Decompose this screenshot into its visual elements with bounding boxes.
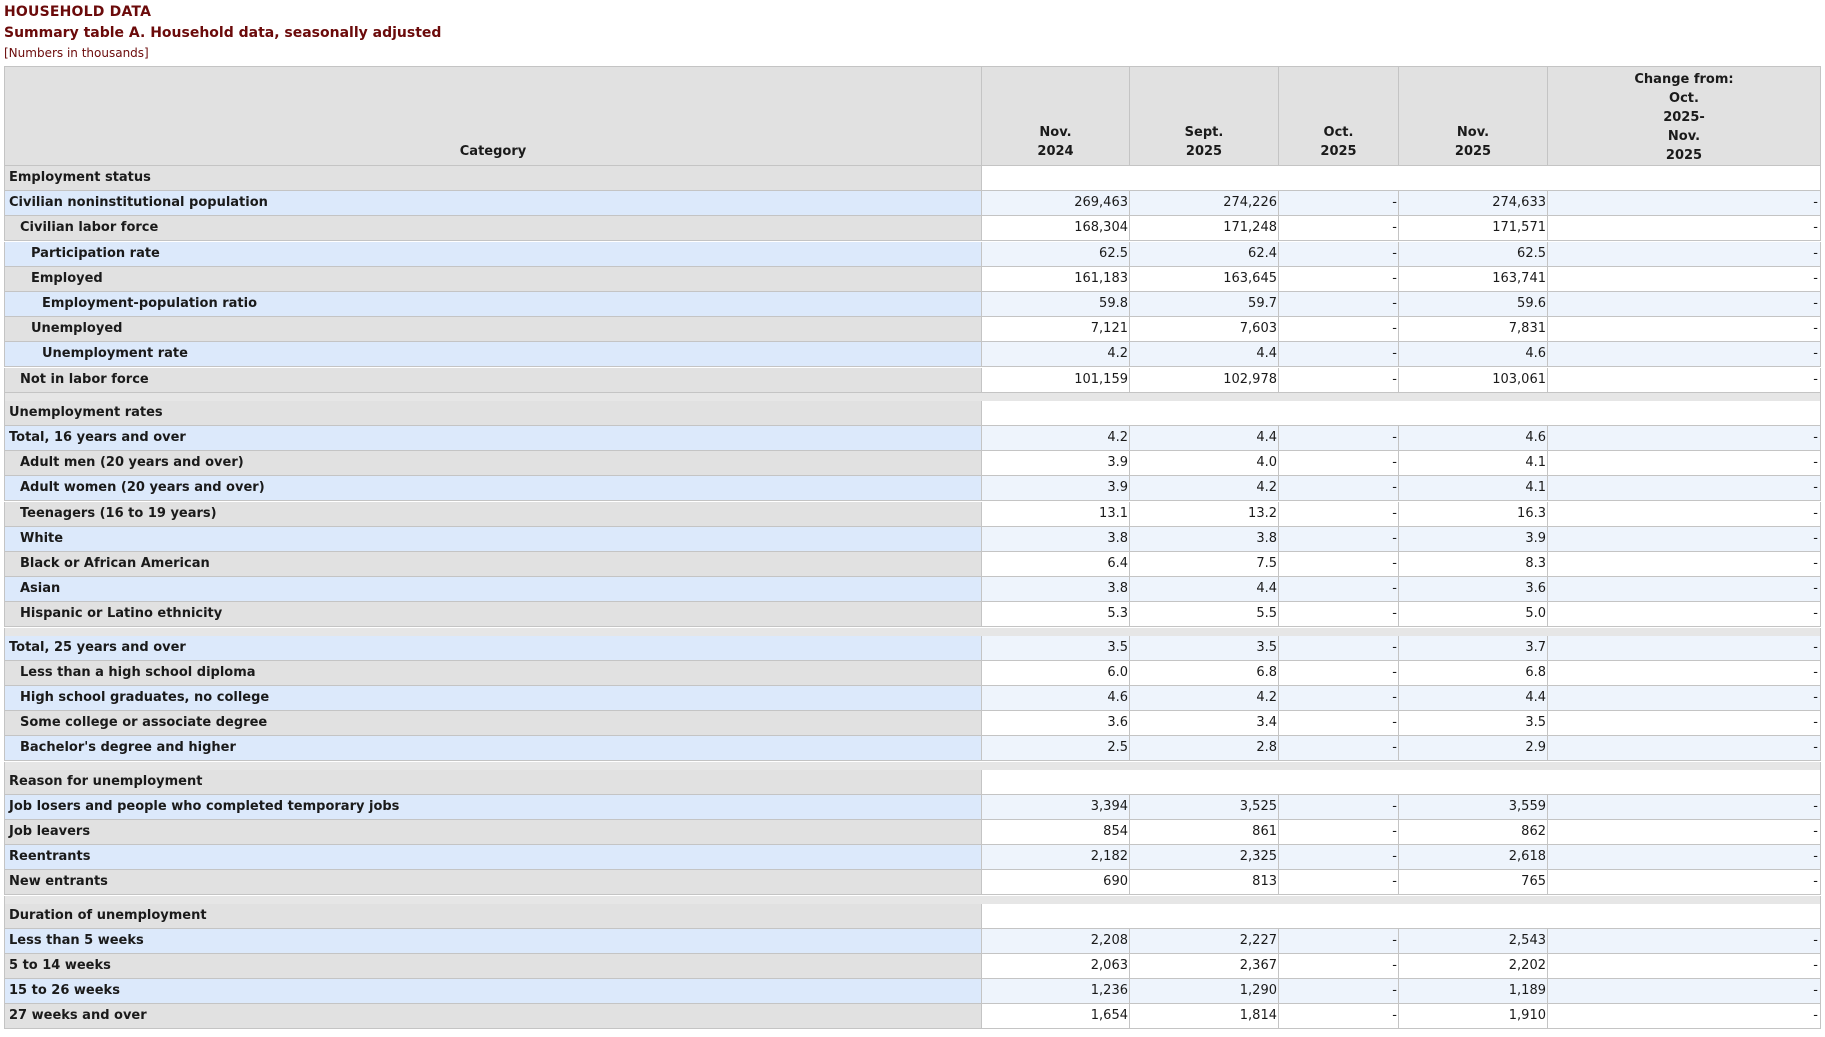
table-row (4, 929, 1821, 954)
row-label: Not in labor force (4, 368, 982, 393)
table-row (4, 820, 1821, 845)
value-cell (1398, 904, 1548, 929)
table-row (4, 368, 1821, 393)
table-row (4, 317, 1821, 342)
value-cell: 6.4 (981, 552, 1130, 577)
header-line: Nov. (1667, 129, 1701, 144)
header-line: Category (459, 144, 527, 159)
value-cell: 3.5 (1398, 711, 1548, 736)
value-cell: - (1547, 451, 1821, 476)
value-cell: - (1547, 191, 1821, 216)
value-cell: 5.0 (1398, 602, 1548, 627)
table-row (4, 1004, 1821, 1029)
value-cell: 3.4 (1129, 711, 1279, 736)
row-label: Job leavers (4, 820, 982, 845)
row-label: Civilian noninstitutional population (4, 191, 982, 216)
section-header-row (4, 401, 1821, 426)
column-header-nov-2024 (981, 66, 1130, 166)
value-cell (1398, 770, 1548, 795)
table-row (4, 954, 1821, 979)
row-label: Job losers and people who completed temporary jobs (4, 795, 982, 820)
value-cell: 854 (981, 820, 1130, 845)
value-cell: - (1278, 577, 1399, 602)
value-cell: 2,618 (1398, 845, 1548, 870)
value-cell: 2,182 (981, 845, 1130, 870)
header-line: 2025 (1185, 144, 1223, 159)
table-row (4, 870, 1821, 895)
value-cell: 690 (981, 870, 1130, 895)
value-cell: - (1278, 502, 1399, 527)
value-cell: 4.2 (1129, 476, 1279, 501)
column-header-category (4, 66, 982, 166)
value-cell (1129, 166, 1279, 191)
group-separator (4, 628, 1821, 636)
group-separator (4, 896, 1821, 904)
row-label: Asian (4, 577, 982, 602)
value-cell: - (1278, 711, 1399, 736)
header-line: 2025- (1663, 110, 1705, 125)
value-cell: 6.0 (981, 661, 1130, 686)
value-cell: 2.8 (1129, 736, 1279, 761)
table-row (4, 191, 1821, 216)
value-cell: - (1278, 426, 1399, 451)
value-cell: 4.4 (1129, 577, 1279, 602)
value-cell: 861 (1129, 820, 1279, 845)
section-label: Reason for unemployment (4, 770, 982, 795)
value-cell: - (1547, 476, 1821, 501)
value-cell: 2,063 (981, 954, 1130, 979)
table-row (4, 267, 1821, 292)
value-cell: - (1547, 216, 1821, 241)
table-row (4, 527, 1821, 552)
value-cell: 7,121 (981, 317, 1130, 342)
row-label: High school graduates, no college (4, 686, 982, 711)
table-row (4, 292, 1821, 317)
table-row (4, 795, 1821, 820)
column-header-sept-2025 (1129, 66, 1279, 166)
value-cell (1398, 166, 1548, 191)
value-cell: - (1278, 954, 1399, 979)
value-cell: - (1278, 929, 1399, 954)
value-cell: - (1547, 979, 1821, 1004)
row-label: Employment-population ratio (4, 292, 982, 317)
value-cell: 3,559 (1398, 795, 1548, 820)
value-cell: 2,208 (981, 929, 1130, 954)
value-cell: 103,061 (1398, 368, 1548, 393)
column-header-nov-2025 (1398, 66, 1548, 166)
value-cell: 3,394 (981, 795, 1130, 820)
value-cell: 7.5 (1129, 552, 1279, 577)
section-header-row (4, 166, 1821, 191)
column-header-change (1547, 66, 1821, 166)
value-cell: 7,831 (1398, 317, 1548, 342)
table-row (4, 342, 1821, 367)
value-cell: 4.2 (1129, 686, 1279, 711)
value-cell: - (1278, 267, 1399, 292)
row-label: Unemployed (4, 317, 982, 342)
row-label: 15 to 26 weeks (4, 979, 982, 1004)
value-cell: - (1278, 1004, 1399, 1029)
table-row (4, 736, 1821, 761)
value-cell: - (1547, 342, 1821, 367)
row-label: Bachelor's degree and higher (4, 736, 982, 761)
header-line: Oct. (1323, 125, 1354, 140)
header-line: Change from: (1634, 72, 1734, 87)
table-row (4, 711, 1821, 736)
row-label: Employed (4, 267, 982, 292)
value-cell (981, 770, 1130, 795)
table-row (4, 426, 1821, 451)
table-row (4, 845, 1821, 870)
value-cell (1129, 904, 1279, 929)
value-cell: 274,226 (1129, 191, 1279, 216)
value-cell: - (1278, 342, 1399, 367)
value-cell: 3.9 (981, 476, 1130, 501)
value-cell: - (1278, 795, 1399, 820)
value-cell: 1,189 (1398, 979, 1548, 1004)
value-cell: 813 (1129, 870, 1279, 895)
value-cell: - (1547, 954, 1821, 979)
value-cell: - (1278, 845, 1399, 870)
header-line: Oct. (1669, 91, 1699, 106)
row-label: 5 to 14 weeks (4, 954, 982, 979)
value-cell: - (1278, 820, 1399, 845)
value-cell (1129, 401, 1279, 426)
value-cell (981, 166, 1130, 191)
header-line: 2025 (1320, 144, 1357, 159)
value-cell: 6.8 (1129, 661, 1279, 686)
value-cell: 1,814 (1129, 1004, 1279, 1029)
table-row (4, 661, 1821, 686)
value-cell: 4.1 (1398, 451, 1548, 476)
header-line: Nov. (1039, 125, 1072, 140)
value-cell: 3.5 (1129, 636, 1279, 661)
row-label: Unemployment rate (4, 342, 982, 367)
value-cell: 3.9 (981, 451, 1130, 476)
value-cell (1278, 770, 1399, 795)
value-cell: - (1278, 292, 1399, 317)
household-data-table (4, 66, 1821, 1031)
value-cell: - (1547, 795, 1821, 820)
value-cell: - (1547, 368, 1821, 393)
value-cell: 2,543 (1398, 929, 1548, 954)
value-cell: 2,202 (1398, 954, 1548, 979)
value-cell: 1,236 (981, 979, 1130, 1004)
table-row (4, 577, 1821, 602)
table-row (4, 451, 1821, 476)
header-line: Nov. (1456, 125, 1490, 140)
value-cell: 4.4 (1129, 426, 1279, 451)
row-label: Adult men (20 years and over) (4, 451, 982, 476)
row-label: Total, 25 years and over (4, 636, 982, 661)
section-label: Employment status (4, 166, 982, 191)
value-cell: - (1278, 451, 1399, 476)
value-cell: 2,367 (1129, 954, 1279, 979)
section-label: Duration of unemployment (4, 904, 982, 929)
value-cell: 4.0 (1129, 451, 1279, 476)
value-cell (1547, 166, 1821, 191)
value-cell (1129, 770, 1279, 795)
header-line: 2024 (1037, 144, 1074, 159)
section-header-row (4, 770, 1821, 795)
value-cell: 4.6 (1398, 426, 1548, 451)
value-cell: 4.1 (1398, 476, 1548, 501)
value-cell: 2,227 (1129, 929, 1279, 954)
row-label: White (4, 527, 982, 552)
value-cell: - (1547, 929, 1821, 954)
row-label: Hispanic or Latino ethnicity (4, 602, 982, 627)
value-cell: 171,571 (1398, 216, 1548, 241)
value-cell: - (1278, 527, 1399, 552)
value-cell: 7,603 (1129, 317, 1279, 342)
value-cell: - (1547, 686, 1821, 711)
value-cell: 6.8 (1398, 661, 1548, 686)
value-cell: 2.9 (1398, 736, 1548, 761)
value-cell: 3.8 (981, 577, 1130, 602)
units-note: [Numbers in thousands] (4, 46, 149, 60)
value-cell: 2,325 (1129, 845, 1279, 870)
value-cell: 16.3 (1398, 502, 1548, 527)
value-cell: 862 (1398, 820, 1548, 845)
section-header-row (4, 904, 1821, 929)
value-cell: 3.5 (981, 636, 1130, 661)
table-header-row (4, 66, 1821, 166)
value-cell: - (1278, 552, 1399, 577)
value-cell: - (1278, 736, 1399, 761)
value-cell (1278, 904, 1399, 929)
value-cell: - (1278, 317, 1399, 342)
value-cell: 5.3 (981, 602, 1130, 627)
group-separator (4, 762, 1821, 770)
value-cell: 5.5 (1129, 602, 1279, 627)
value-cell: 62.5 (1398, 242, 1548, 267)
value-cell: - (1278, 979, 1399, 1004)
value-cell: 62.5 (981, 242, 1130, 267)
header-line: 2025 (1665, 148, 1703, 163)
value-cell: - (1547, 711, 1821, 736)
row-label: Participation rate (4, 242, 982, 267)
value-cell: 59.8 (981, 292, 1130, 317)
value-cell: - (1547, 870, 1821, 895)
value-cell (1278, 166, 1399, 191)
value-cell: - (1547, 426, 1821, 451)
value-cell: - (1547, 317, 1821, 342)
section-label: Unemployment rates (4, 401, 982, 426)
value-cell: 8.3 (1398, 552, 1548, 577)
value-cell: 3,525 (1129, 795, 1279, 820)
table-row (4, 242, 1821, 267)
value-cell: 163,741 (1398, 267, 1548, 292)
value-cell: 3.6 (981, 711, 1130, 736)
value-cell: - (1278, 368, 1399, 393)
value-cell: - (1547, 577, 1821, 602)
value-cell: - (1547, 267, 1821, 292)
value-cell: 13.1 (981, 502, 1130, 527)
value-cell: - (1547, 242, 1821, 267)
value-cell: - (1547, 820, 1821, 845)
value-cell: - (1547, 661, 1821, 686)
row-label: Some college or associate degree (4, 711, 982, 736)
group-separator (4, 393, 1821, 401)
value-cell: - (1278, 636, 1399, 661)
value-cell: 1,654 (981, 1004, 1130, 1029)
value-cell: 102,978 (1129, 368, 1279, 393)
value-cell: 4.4 (1398, 686, 1548, 711)
value-cell: 2.5 (981, 736, 1130, 761)
value-cell (1547, 401, 1821, 426)
value-cell: 765 (1398, 870, 1548, 895)
value-cell: - (1278, 191, 1399, 216)
value-cell: 269,463 (981, 191, 1130, 216)
value-cell: 1,290 (1129, 979, 1279, 1004)
value-cell: - (1547, 1004, 1821, 1029)
value-cell (1547, 770, 1821, 795)
value-cell: 59.6 (1398, 292, 1548, 317)
value-cell: 3.7 (1398, 636, 1548, 661)
row-label: 27 weeks and over (4, 1004, 982, 1029)
value-cell: 161,183 (981, 267, 1130, 292)
row-label: Black or African American (4, 552, 982, 577)
value-cell: 1,910 (1398, 1004, 1548, 1029)
table-row (4, 502, 1821, 527)
value-cell (981, 904, 1130, 929)
value-cell: 4.2 (981, 342, 1130, 367)
value-cell: 171,248 (1129, 216, 1279, 241)
table-row (4, 216, 1821, 241)
column-header-oct-2025 (1278, 66, 1399, 166)
value-cell: - (1278, 602, 1399, 627)
row-label: Less than a high school diploma (4, 661, 982, 686)
value-cell: - (1278, 476, 1399, 501)
page-title: HOUSEHOLD DATA (4, 4, 152, 20)
table-title: Summary table A. Household data, seasonally adjusted (4, 25, 442, 41)
value-cell: - (1547, 527, 1821, 552)
value-cell: 163,645 (1129, 267, 1279, 292)
table-row (4, 636, 1821, 661)
value-cell: 62.4 (1129, 242, 1279, 267)
header-line: 2025 (1454, 144, 1492, 159)
value-cell: 168,304 (981, 216, 1130, 241)
value-cell: - (1547, 602, 1821, 627)
row-label: Civilian labor force (4, 216, 982, 241)
value-cell: 13.2 (1129, 502, 1279, 527)
table-row (4, 686, 1821, 711)
value-cell: 4.2 (981, 426, 1130, 451)
value-cell: 3.8 (1129, 527, 1279, 552)
value-cell: - (1278, 870, 1399, 895)
row-label: Less than 5 weeks (4, 929, 982, 954)
row-label: Adult women (20 years and over) (4, 476, 982, 501)
value-cell: 59.7 (1129, 292, 1279, 317)
value-cell: 3.8 (981, 527, 1130, 552)
row-label: Teenagers (16 to 19 years) (4, 502, 982, 527)
value-cell: - (1547, 845, 1821, 870)
header-line: Sept. (1184, 125, 1224, 140)
value-cell: 3.9 (1398, 527, 1548, 552)
value-cell: 274,633 (1398, 191, 1548, 216)
value-cell: - (1278, 686, 1399, 711)
value-cell: - (1278, 242, 1399, 267)
row-label: Total, 16 years and over (4, 426, 982, 451)
value-cell: - (1547, 502, 1821, 527)
value-cell (981, 401, 1130, 426)
value-cell: - (1547, 292, 1821, 317)
value-cell: - (1547, 736, 1821, 761)
table-row (4, 602, 1821, 627)
value-cell: - (1547, 552, 1821, 577)
row-label: Reentrants (4, 845, 982, 870)
table-row (4, 552, 1821, 577)
value-cell: - (1547, 636, 1821, 661)
value-cell: 101,159 (981, 368, 1130, 393)
value-cell: 4.6 (981, 686, 1130, 711)
value-cell: 4.6 (1398, 342, 1548, 367)
row-label: New entrants (4, 870, 982, 895)
value-cell: - (1278, 661, 1399, 686)
table-row (4, 979, 1821, 1004)
value-cell: 4.4 (1129, 342, 1279, 367)
value-cell (1547, 904, 1821, 929)
value-cell (1278, 401, 1399, 426)
value-cell: - (1278, 216, 1399, 241)
value-cell: 3.6 (1398, 577, 1548, 602)
value-cell (1398, 401, 1548, 426)
table-row (4, 476, 1821, 501)
